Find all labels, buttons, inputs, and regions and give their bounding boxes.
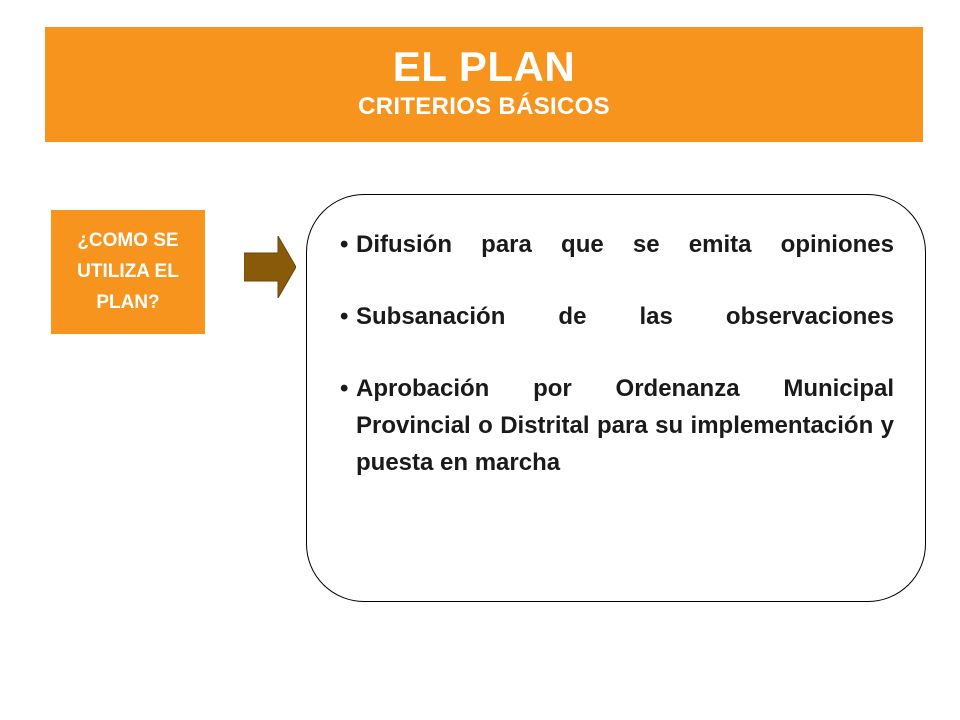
- question-line: UTILIZA EL: [77, 261, 179, 282]
- list-item: [340, 298, 894, 335]
- list-item: [340, 370, 894, 481]
- title-banner: [45, 27, 923, 142]
- question-line: PLAN?: [96, 292, 160, 313]
- bullet-marker: •: [340, 375, 349, 402]
- question-line: ¿COMO SE: [77, 230, 179, 251]
- page-title: EL PLAN: [392, 43, 576, 90]
- list-item-text: Difusión para que se emita opiniones: [356, 231, 894, 258]
- list-item-text: Aprobación por Ordenanza Municipal Provincial o Distrital para su implementación y puesta en marcha: [356, 375, 894, 476]
- question-box: [51, 210, 205, 334]
- list-item-text: Subsanación de las observaciones: [356, 303, 894, 330]
- list-item: [340, 226, 894, 263]
- bullet-marker: •: [340, 231, 349, 258]
- bullet-marker: •: [340, 303, 349, 330]
- page-subtitle: CRITERIOS BÁSICOS: [358, 93, 610, 120]
- bullet-list: [340, 226, 894, 516]
- right-arrow-icon: [244, 236, 296, 298]
